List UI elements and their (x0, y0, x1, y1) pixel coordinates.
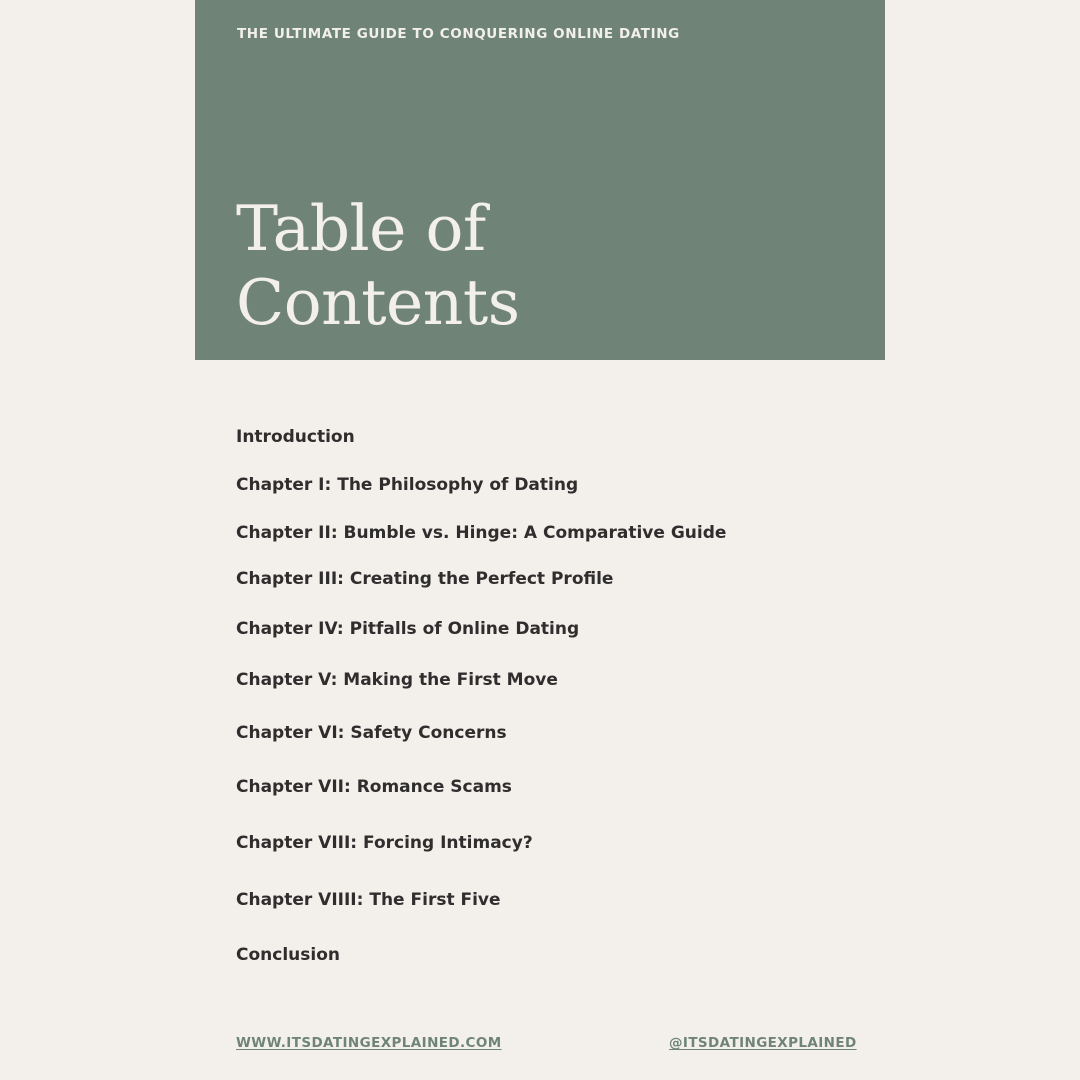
toc-item-chapter-3: Chapter III: Creating the Perfect Profile (236, 569, 614, 589)
toc-item-chapter-1: Chapter I: The Philosophy of Dating (236, 475, 579, 495)
page-title-line-2: Contents (236, 266, 520, 339)
page-title-line-1: Table of (236, 192, 486, 265)
toc-item-introduction: Introduction (236, 427, 355, 447)
header-panel (195, 0, 885, 360)
toc-item-chapter-6: Chapter VI: Safety Concerns (236, 723, 507, 743)
toc-item-chapter-8: Chapter VIII: Forcing Intimacy? (236, 833, 533, 853)
toc-item-chapter-4: Chapter IV: Pitfalls of Online Dating (236, 619, 580, 639)
page-title (236, 192, 520, 340)
toc-item-conclusion: Conclusion (236, 945, 340, 965)
toc-item-chapter-5: Chapter V: Making the First Move (236, 670, 558, 690)
toc-item-chapter-2: Chapter II: Bumble vs. Hinge: A Comparative Guide (236, 523, 727, 543)
website-link[interactable]: WWW.ITSDATINGEXPLAINED.COM (236, 1035, 502, 1051)
toc-item-chapter-9: Chapter VIIII: The First Five (236, 890, 501, 910)
social-handle-link[interactable]: @ITSDATINGEXPLAINED (669, 1035, 857, 1051)
toc-item-chapter-7: Chapter VII: Romance Scams (236, 777, 512, 797)
guide-subtitle: THE ULTIMATE GUIDE TO CONQUERING ONLINE DATING (237, 26, 680, 42)
